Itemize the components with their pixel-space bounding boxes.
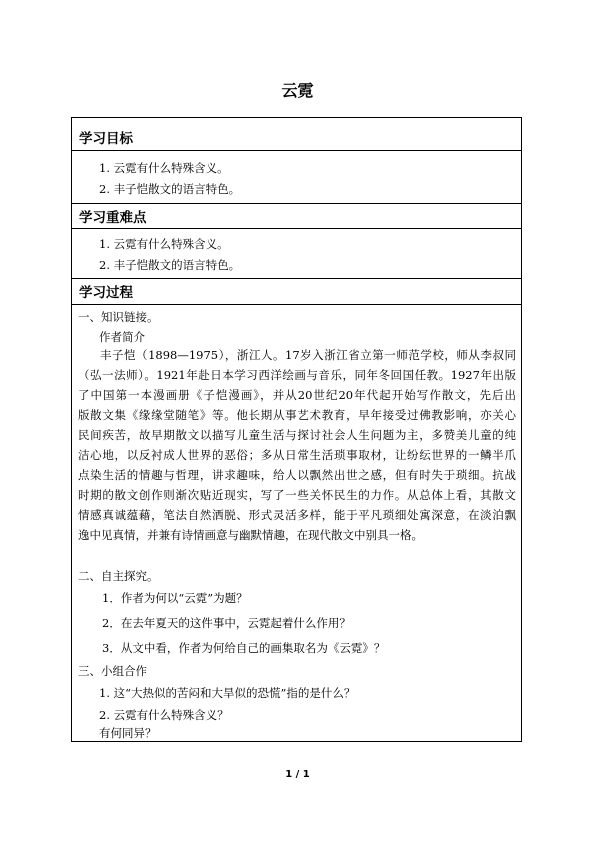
bio-line: 逸中见真情，并兼有诗情画意与幽默情趣，在现代散文中别具一格。 (78, 528, 423, 542)
section-explore: 二、自主探究。 (78, 569, 159, 583)
author-intro-label: 作者简介 (99, 330, 145, 344)
key-point-item: 1. 云霓有什么特殊含义。 (99, 237, 229, 251)
bio-line: 版散文集《缘缘堂随笔》等。他长期从事艺术教育，早年接受过佛教影响，亦关心 (78, 408, 516, 422)
section-group: 三、小组合作 (78, 664, 147, 678)
group-question: 1. 这“大热似的苦闷和大旱似的恐慌”指的是什么？ (99, 686, 356, 700)
divider (72, 150, 521, 151)
key-point-item: 2. 丰子恺散文的语言特色。 (99, 258, 241, 272)
explore-question: 3．从文中看，作者为何给自己的画集取名为《云霓》？ (102, 641, 386, 655)
bio-line: （弘一法师）。1921年赴日本学习西洋绘画与音乐，同年冬回国任教。1927年出版 (78, 368, 516, 382)
divider (72, 203, 521, 204)
author-bio (78, 345, 516, 545)
divider (72, 304, 521, 305)
divider (72, 228, 521, 229)
goal-item: 1. 云霓有什么特殊含义。 (99, 161, 229, 175)
bio-line: 时期的散文创作则渐次贴近现实，写了一些关怀民生的力作。从总体上看，其散文 (78, 488, 516, 502)
bio-line: 民间疾苦，故早期散文以描写儿童生活与探讨社会人生问题为主，多赞美儿童的纯 (78, 428, 516, 442)
goals-heading: 学习目标 (79, 131, 133, 147)
group-question: 2. 云霓有什么特殊含义？ (99, 708, 229, 722)
section-knowledge: 一、知识链接。 (78, 310, 159, 324)
bio-line: 洁心地，以反衬成人世界的恶俗；多从日常生活琐事取材，让纷纭世界的一鳞半爪 (78, 448, 516, 462)
bio-line: 了中国第一本漫画册《子恺漫画》，并从20世纪20年代起开始写作散文，先后出 (78, 388, 516, 402)
bio-line: 丰子恺（1898—1975），浙江人。17岁入浙江省立第一师范学校，师从李叔同 (100, 348, 516, 362)
explore-question: 1．作者为何以“云霓”为题？ (102, 591, 248, 605)
lesson-table (71, 117, 522, 742)
process-heading: 学习过程 (79, 285, 133, 301)
explore-question: 2．在去年夏天的这件事中，云霓起着什么作用？ (102, 616, 351, 630)
group-question: 有何同异？ (99, 726, 157, 740)
bio-line: 情感真诚蕴藉，笔法自然洒脱、形式灵活多样，能于平凡琐细处寓深意，在淡泊飘 (78, 508, 516, 522)
divider (72, 278, 521, 279)
page-number: 1 / 1 (285, 769, 310, 780)
goal-item: 2. 丰子恺散文的语言特色。 (99, 182, 241, 196)
page-title: 云霓 (281, 81, 314, 100)
key-points-heading: 学习重难点 (79, 210, 147, 226)
bio-line: 点染生活的情趣与哲理，讲求趣味，给人以飘然出世之感，但有时失于琐细。抗战 (78, 468, 516, 482)
